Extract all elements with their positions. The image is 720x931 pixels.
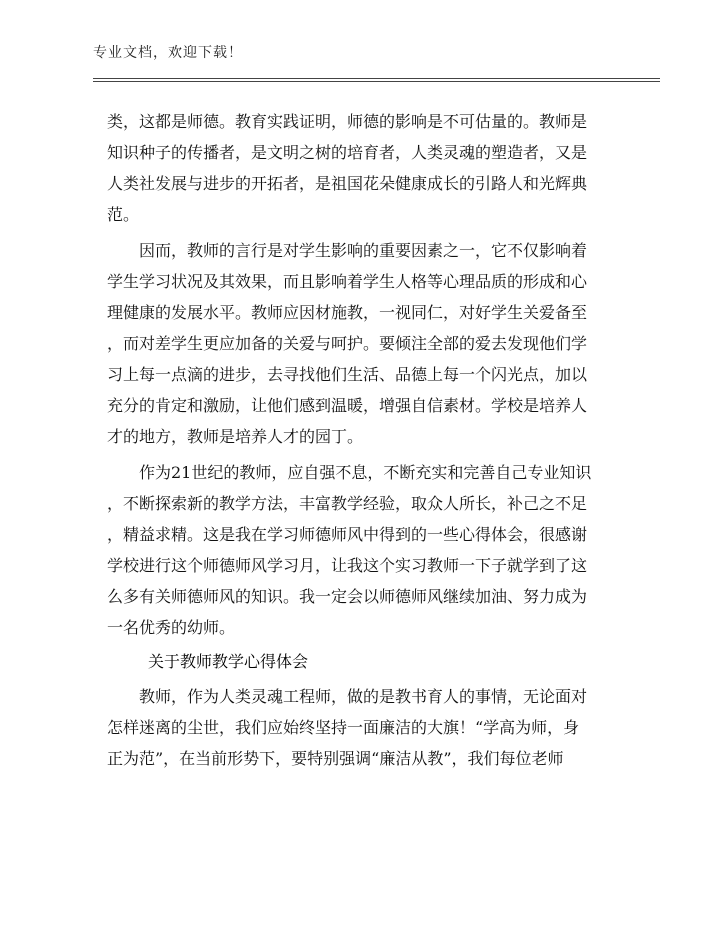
paragraph-line: 知识种子的传播者，是文明之树的培育者，人类灵魂的塑造者，又是	[107, 143, 588, 162]
section-heading: 关于教师教学心得体会	[148, 652, 309, 671]
paragraph-line: 怎样迷离的尘世，我们应始终坚持一面廉洁的大旗！“学高为师，身	[107, 718, 580, 737]
paragraph-line: 因而，教师的言行是对学生影响的重要因素之一，它不仅影响着	[139, 241, 588, 260]
paragraph-line: 学校进行这个师德师风学习月，让我这个实习教师一下子就学到了这	[107, 556, 588, 575]
page-header-text: 专业文档，欢迎下载！	[93, 45, 243, 61]
paragraph-line: 正为范”，在当前形势下，要特别强调“廉洁从教”，我们每位老师	[107, 749, 564, 768]
document-body	[107, 106, 603, 774]
paragraph-line: ，精益求精。这是我在学习师德师风中得到的一些心得体会，很感谢	[107, 525, 588, 544]
paragraph-4	[107, 681, 603, 774]
paragraph-line: 么多有关师德师风的知识。我一定会以师德师风继续加油、努力成为	[107, 587, 588, 606]
paragraph-line: 才的地方，教师是培养人才的园丁。	[107, 427, 364, 446]
paragraph-line: 人类社发展与进步的开拓者，是祖国花朵健康成长的引路人和光辉典	[107, 174, 588, 193]
paragraph-line: 习上每一点滴的进步，去寻找他们生活、品德上每一个闪光点，加以	[107, 365, 588, 384]
paragraph-line: 范。	[107, 205, 140, 224]
paragraph-line: 学生学习状况及其效果，而且影响着学生人格等心理品质的形成和心	[107, 272, 588, 291]
header-divider-bottom	[93, 81, 660, 82]
paragraph-line: ，而对差学生更应加备的关爱与呵护。要倾注全部的爱去发现他们学	[107, 334, 588, 353]
paragraph-line: 类，这都是师德。教育实践证明，师德的影响是不可估量的。教师是	[107, 112, 588, 131]
paragraph-3	[107, 457, 603, 643]
paragraph-line: 教师，作为人类灵魂工程师，做的是教书育人的事情，无论面对	[139, 687, 588, 706]
paragraph-line: 作为21世纪的教师，应自强不息，不断充实和完善自己专业知识	[139, 463, 592, 482]
paragraph-2	[107, 235, 603, 452]
paragraph-line: 充分的肯定和激励，让他们感到温暖，增强自信素材。学校是培养人	[107, 396, 588, 415]
header-divider-top	[93, 78, 660, 79]
paragraph-line: ，不断探索新的教学方法，丰富教学经验，取众人所长，补己之不足	[107, 494, 588, 513]
paragraph-line: 理健康的发展水平。教师应因材施教，一视同仁，对好学生关爱备至	[107, 303, 588, 322]
paragraph-line: 一名优秀的幼师。	[107, 618, 236, 637]
paragraph-1	[107, 106, 603, 230]
